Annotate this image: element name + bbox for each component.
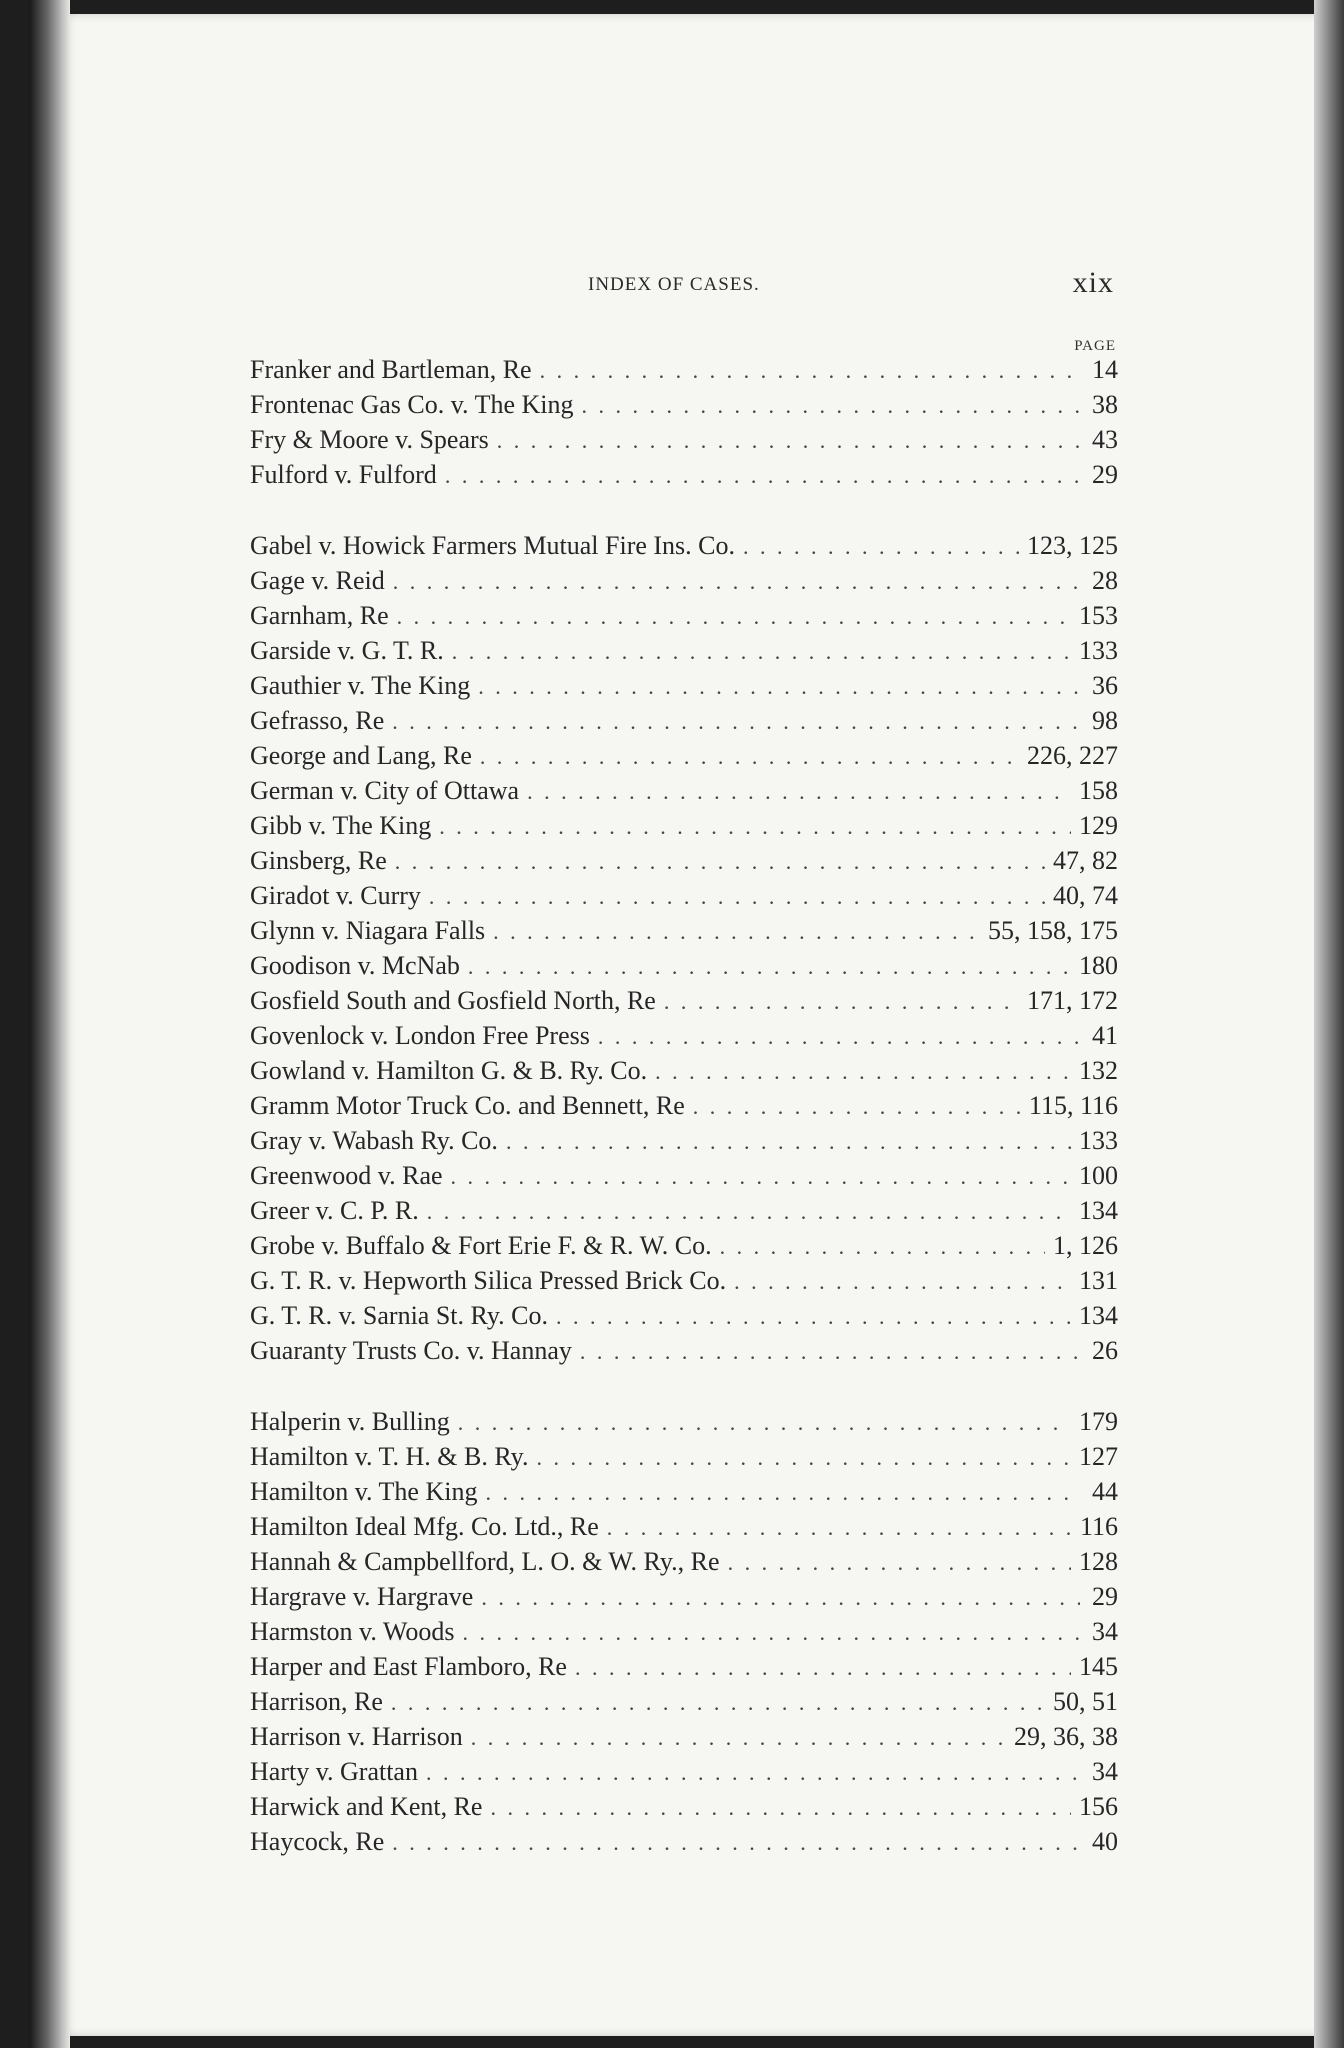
case-pages: 38: [1092, 390, 1118, 419]
page-edge: [1314, 0, 1344, 2048]
dot-leader: [392, 704, 1080, 739]
dot-leader: [395, 844, 1045, 879]
case-name: Garside v. G. T. R.: [250, 636, 444, 665]
index-entry: [250, 563, 1118, 598]
case-name: Gauthier v. The King: [250, 671, 471, 700]
dot-leader: [493, 914, 980, 949]
dot-leader: [426, 1755, 1080, 1790]
index-entry: [250, 1053, 1118, 1088]
case-pages: 98: [1092, 706, 1118, 735]
case-name: Halperin v. Bulling: [250, 1407, 450, 1436]
index-entry: [250, 1193, 1118, 1228]
dot-leader: [478, 669, 1080, 704]
case-name: Goodison v. McNab: [250, 951, 460, 980]
case-pages: 29, 36, 38: [1014, 1722, 1118, 1751]
index-entry: [250, 878, 1118, 913]
case-pages: 158: [1079, 776, 1118, 805]
case-name: George and Lang, Re: [250, 741, 472, 770]
index-entry: [250, 913, 1118, 948]
index-entry: [250, 668, 1118, 703]
case-pages: 129: [1079, 811, 1118, 840]
case-pages: 40: [1092, 1827, 1118, 1856]
index-group: [250, 352, 1118, 492]
case-name: Ginsberg, Re: [250, 846, 387, 875]
case-name: Gray v. Wabash Ry. Co.: [250, 1126, 498, 1155]
index-entry: [250, 1684, 1118, 1719]
case-pages: 43: [1092, 425, 1118, 454]
case-pages: 40, 74: [1053, 881, 1118, 910]
dot-leader: [536, 1440, 1071, 1475]
dot-leader: [439, 809, 1071, 844]
dot-leader: [451, 1159, 1071, 1194]
dot-leader: [485, 1475, 1080, 1510]
index-entry: [250, 1824, 1118, 1859]
case-pages: 134: [1079, 1301, 1118, 1330]
case-name: Glynn v. Niagara Falls: [250, 916, 486, 945]
case-name: G. T. R. v. Hepworth Silica Pressed Brick Co.: [250, 1266, 727, 1295]
dot-leader: [527, 774, 1071, 809]
case-name: German v. City of Ottawa: [250, 776, 520, 805]
dot-leader: [458, 1405, 1071, 1440]
case-pages: 34: [1092, 1757, 1118, 1786]
page-number: xix: [1072, 266, 1114, 299]
case-pages: 29: [1092, 460, 1118, 489]
case-name: Giradot v. Curry: [250, 881, 421, 910]
case-pages: 115, 116: [1028, 1091, 1118, 1120]
case-pages: 123, 125: [1027, 531, 1118, 560]
case-pages: 36: [1092, 671, 1118, 700]
dot-leader: [580, 1334, 1080, 1369]
dot-leader: [429, 879, 1045, 914]
dot-leader: [598, 1019, 1080, 1054]
index-entry: [250, 1228, 1118, 1263]
page-column-label: PAGE: [1074, 338, 1116, 354]
case-pages: 26: [1092, 1336, 1118, 1365]
case-pages: 127: [1079, 1442, 1118, 1471]
case-name: Hannah & Campbellford, L. O. & W. Ry., Re: [250, 1547, 720, 1576]
dot-leader: [452, 634, 1071, 669]
case-name: Hamilton v. The King: [250, 1477, 478, 1506]
book-spine: [30, 0, 70, 2048]
dot-leader: [607, 1510, 1072, 1545]
case-pages: 153: [1079, 601, 1118, 630]
index-entry: [250, 352, 1118, 387]
case-pages: 1, 126: [1053, 1231, 1118, 1260]
index-group: [250, 528, 1118, 1368]
dot-leader: [506, 1124, 1071, 1159]
case-pages: 134: [1079, 1196, 1118, 1225]
index-entry: [250, 1158, 1118, 1193]
dot-leader: [582, 388, 1080, 423]
case-name: Grobe v. Buffalo & Fort Erie F. & R. W. Co.: [250, 1231, 712, 1260]
case-name: Hamilton Ideal Mfg. Co. Ltd., Re: [250, 1512, 599, 1541]
page-header: [250, 266, 1120, 306]
case-name: Hargrave v. Hargrave: [250, 1582, 474, 1611]
case-pages: 171, 172: [1027, 986, 1118, 1015]
case-name: Gibb v. The King: [250, 811, 432, 840]
case-name: Greer v. C. P. R.: [250, 1196, 419, 1225]
case-pages: 55, 158, 175: [988, 916, 1118, 945]
dot-leader: [393, 564, 1080, 599]
case-pages: 116: [1079, 1512, 1118, 1541]
index-entry: [250, 1474, 1118, 1509]
index-entry: [250, 633, 1118, 668]
dot-leader: [575, 1650, 1071, 1685]
case-name: Harty v. Grattan: [250, 1757, 418, 1786]
dot-leader: [728, 1545, 1071, 1580]
dot-leader: [480, 739, 1019, 774]
dot-leader: [664, 984, 1019, 1019]
dot-leader: [397, 599, 1071, 634]
case-pages: 34: [1092, 1617, 1118, 1646]
case-pages: 29: [1092, 1582, 1118, 1611]
case-name: Fulford v. Fulford: [250, 460, 437, 489]
dot-leader: [497, 423, 1080, 458]
dot-leader: [471, 1720, 1006, 1755]
running-head: INDEX OF CASES.: [588, 274, 760, 295]
case-name: Haycock, Re: [250, 1827, 385, 1856]
index-group: [250, 1404, 1118, 1859]
index-entry: [250, 1649, 1118, 1684]
case-name: Franker and Bartleman, Re: [250, 355, 532, 384]
dot-leader: [481, 1580, 1080, 1615]
index-entry: [250, 422, 1118, 457]
case-name: Harrison, Re: [250, 1687, 383, 1716]
index-of-cases: [250, 352, 1118, 1895]
case-pages: 226, 227: [1027, 741, 1118, 770]
index-entry: [250, 983, 1118, 1018]
index-entry: [250, 1719, 1118, 1754]
case-name: Gowland v. Hamilton G. & B. Ry. Co.: [250, 1056, 648, 1085]
index-entry: [250, 1579, 1118, 1614]
case-pages: 28: [1092, 566, 1118, 595]
case-name: Harmston v. Woods: [250, 1617, 455, 1646]
index-entry: [250, 948, 1118, 983]
dot-leader: [540, 353, 1080, 388]
dot-leader: [462, 1615, 1080, 1650]
index-entry: [250, 1754, 1118, 1789]
case-name: Gefrasso, Re: [250, 706, 385, 735]
case-name: Hamilton v. T. H. & B. Ry.: [250, 1442, 529, 1471]
case-pages: 128: [1079, 1547, 1118, 1576]
case-name: Gramm Motor Truck Co. and Bennett, Re: [250, 1091, 685, 1120]
case-pages: 50, 51: [1053, 1687, 1118, 1716]
dot-leader: [693, 1089, 1021, 1124]
index-entry: [250, 387, 1118, 422]
index-entry: [250, 1333, 1118, 1368]
case-pages: 180: [1079, 951, 1118, 980]
case-pages: 133: [1079, 1126, 1118, 1155]
index-entry: [250, 457, 1118, 492]
dot-leader: [720, 1229, 1045, 1264]
index-entry: [250, 1298, 1118, 1333]
index-entry: [250, 1789, 1118, 1824]
index-entry: [250, 1263, 1118, 1298]
dot-leader: [743, 529, 1019, 564]
index-entry: [250, 1439, 1118, 1474]
index-entry: [250, 808, 1118, 843]
dot-leader: [655, 1054, 1071, 1089]
index-entry: [250, 1544, 1118, 1579]
case-name: G. T. R. v. Sarnia St. Ry. Co.: [250, 1301, 548, 1330]
case-name: Harper and East Flamboro, Re: [250, 1652, 567, 1681]
case-name: Frontenac Gas Co. v. The King: [250, 390, 574, 419]
dot-leader: [734, 1264, 1071, 1299]
index-entry: [250, 1404, 1118, 1439]
case-pages: 179: [1079, 1407, 1118, 1436]
dot-leader: [490, 1790, 1071, 1825]
case-name: Fry & Moore v. Spears: [250, 425, 489, 454]
dot-leader: [391, 1685, 1045, 1720]
case-name: Govenlock v. London Free Press: [250, 1021, 590, 1050]
case-name: Gabel v. Howick Farmers Mutual Fire Ins. Co.: [250, 531, 736, 560]
case-pages: 133: [1079, 636, 1118, 665]
case-name: Harwick and Kent, Re: [250, 1792, 483, 1821]
case-pages: 132: [1079, 1056, 1118, 1085]
dot-leader: [392, 1825, 1080, 1860]
index-entry: [250, 703, 1118, 738]
index-entry: [250, 1088, 1118, 1123]
case-pages: 100: [1079, 1161, 1118, 1190]
case-name: Greenwood v. Rae: [250, 1161, 443, 1190]
case-name: Gosfield South and Gosfield North, Re: [250, 986, 656, 1015]
case-pages: 44: [1092, 1477, 1118, 1506]
case-pages: 41: [1092, 1021, 1118, 1050]
case-name: Guaranty Trusts Co. v. Hannay: [250, 1336, 572, 1365]
index-entry: [250, 1614, 1118, 1649]
case-name: Garnham, Re: [250, 601, 389, 630]
index-entry: [250, 1018, 1118, 1053]
dot-leader: [427, 1194, 1071, 1229]
case-pages: 156: [1079, 1792, 1118, 1821]
case-name: Harrison v. Harrison: [250, 1722, 463, 1751]
dot-leader: [468, 949, 1071, 984]
index-entry: [250, 1509, 1118, 1544]
case-pages: 14: [1092, 355, 1118, 384]
dot-leader: [445, 458, 1080, 493]
case-pages: 145: [1079, 1652, 1118, 1681]
index-entry: [250, 738, 1118, 773]
index-entry: [250, 598, 1118, 633]
case-name: Gage v. Reid: [250, 566, 385, 595]
dot-leader: [556, 1299, 1071, 1334]
case-pages: 47, 82: [1053, 846, 1118, 875]
index-entry: [250, 773, 1118, 808]
index-entry: [250, 528, 1118, 563]
index-entry: [250, 1123, 1118, 1158]
book-page: [50, 14, 1314, 2036]
case-pages: 131: [1079, 1266, 1118, 1295]
index-entry: [250, 843, 1118, 878]
